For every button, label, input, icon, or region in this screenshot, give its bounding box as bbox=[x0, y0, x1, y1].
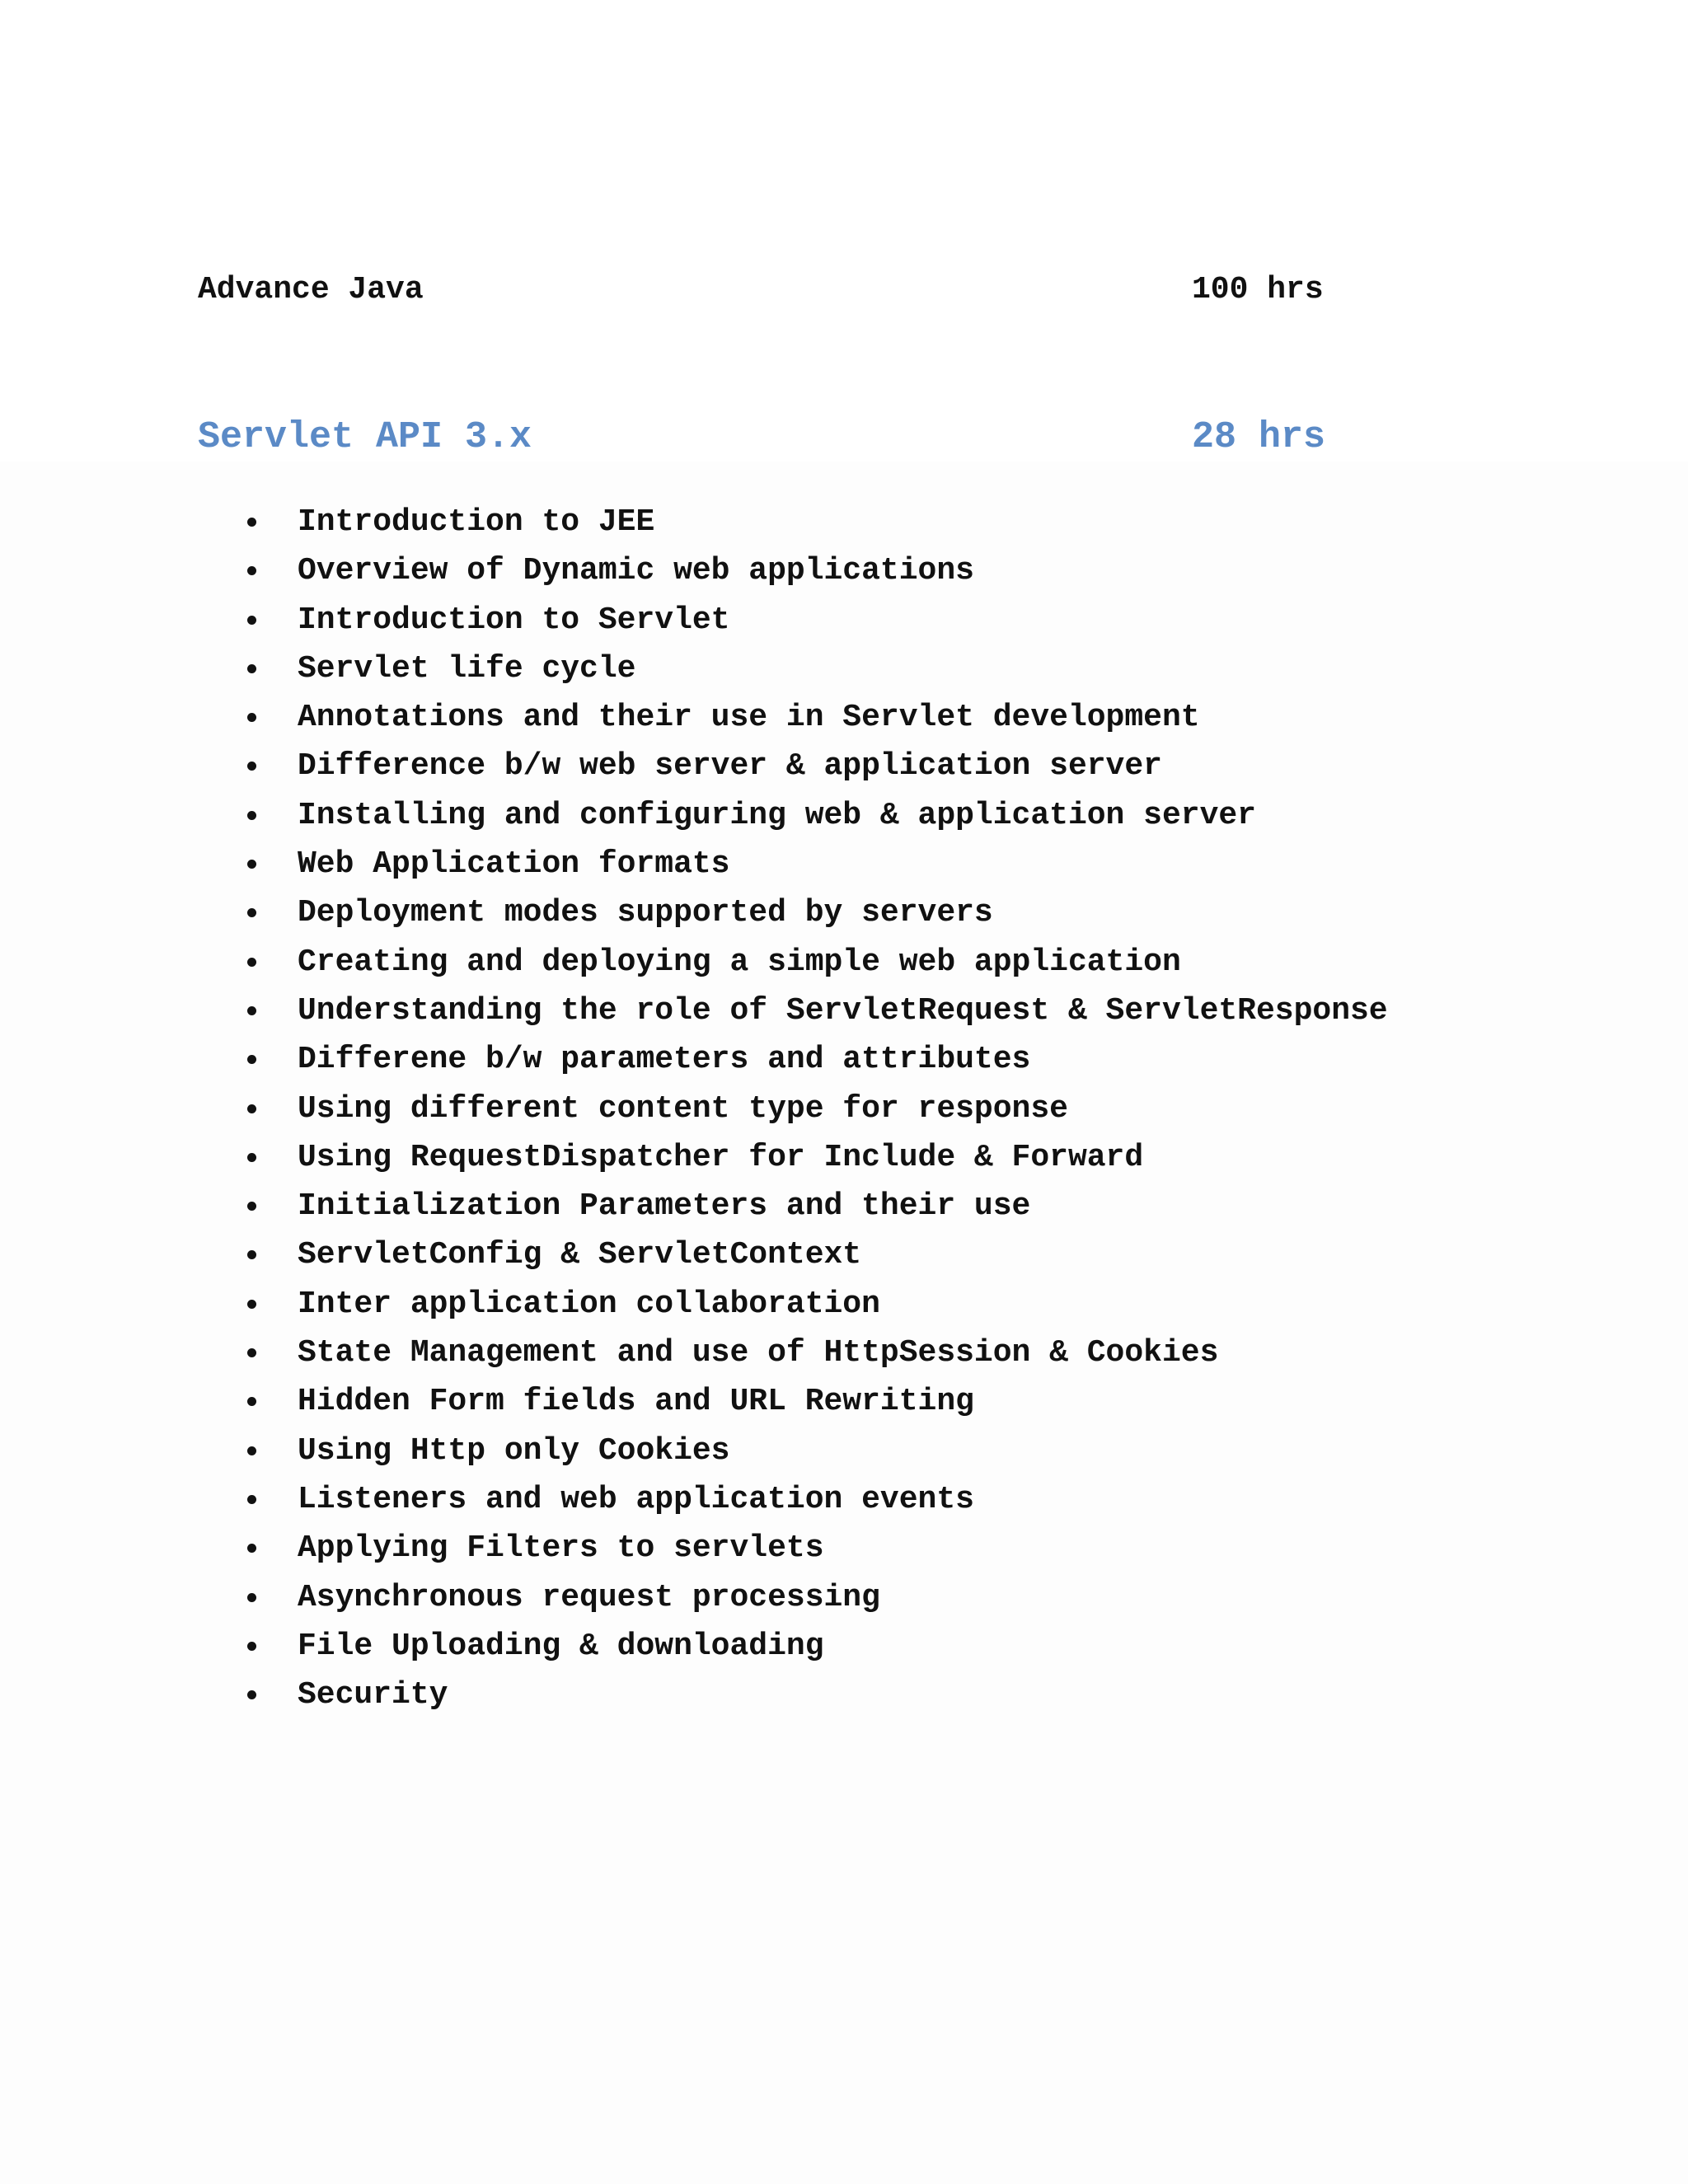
bullet-icon bbox=[247, 1348, 256, 1357]
list-item bbox=[247, 1329, 1388, 1377]
list-item-text: Overview of Dynamic web applications bbox=[298, 553, 974, 589]
bullet-icon bbox=[247, 616, 256, 625]
list-item bbox=[247, 693, 1388, 742]
list-item-text: State Management and use of HttpSession & Cookies bbox=[298, 1335, 1219, 1371]
list-item bbox=[247, 1524, 1388, 1572]
list-item-text: Applying Filters to servlets bbox=[298, 1530, 824, 1567]
list-item-text: Understanding the role of ServletRequest & ServletResponse bbox=[298, 992, 1388, 1029]
bullet-icon bbox=[247, 1202, 256, 1211]
list-item bbox=[247, 1085, 1388, 1133]
bullet-icon bbox=[247, 1300, 256, 1309]
section-hours: 28 hrs bbox=[1192, 416, 1326, 458]
bullet-icon bbox=[247, 860, 256, 869]
bullet-icon bbox=[247, 1055, 256, 1064]
bullet-icon bbox=[247, 1544, 256, 1553]
list-item bbox=[247, 1035, 1388, 1084]
list-item-text: Hidden Form fields and URL Rewriting bbox=[298, 1384, 974, 1420]
list-item bbox=[247, 1133, 1388, 1182]
bullet-icon bbox=[247, 1250, 256, 1259]
list-item-text: Using Http only Cookies bbox=[298, 1432, 730, 1469]
list-item-text: ServletConfig & ServletContext bbox=[298, 1237, 862, 1273]
section-header bbox=[0, 416, 1688, 466]
bullet-icon bbox=[247, 1495, 256, 1504]
course-hours: 100 hrs bbox=[1192, 272, 1324, 307]
list-item-text: Difference b/w web server & application server bbox=[298, 748, 1162, 785]
list-item-text: File Uploading & downloading bbox=[298, 1628, 824, 1664]
bullet-icon bbox=[247, 664, 256, 673]
list-item-text: Asynchronous request processing bbox=[298, 1579, 880, 1615]
bullet-icon bbox=[247, 1006, 256, 1015]
course-title: Advance Java bbox=[198, 272, 424, 307]
bullet-icon bbox=[247, 1446, 256, 1455]
list-item bbox=[247, 1182, 1388, 1230]
list-item bbox=[247, 888, 1388, 937]
list-item-text: Deployment modes supported by servers bbox=[298, 895, 993, 931]
bullet-icon bbox=[247, 1642, 256, 1651]
list-item-text: Servlet life cycle bbox=[298, 650, 636, 687]
list-item bbox=[247, 791, 1388, 840]
list-item-text: Web Application formats bbox=[298, 846, 730, 883]
bullet-icon bbox=[247, 566, 256, 575]
list-item bbox=[247, 1280, 1388, 1329]
bullet-icon bbox=[247, 958, 256, 967]
topic-list bbox=[247, 498, 1388, 1719]
list-item-text: Using different content type for response bbox=[298, 1090, 1068, 1127]
bullet-icon bbox=[247, 908, 256, 917]
list-item-text: Introduction to JEE bbox=[298, 504, 655, 540]
list-item-text: Installing and configuring web & application server bbox=[298, 797, 1256, 833]
list-item bbox=[247, 938, 1388, 987]
list-item-text: Initialization Parameters and their use bbox=[298, 1188, 1031, 1225]
list-item bbox=[247, 596, 1388, 644]
bullet-icon bbox=[247, 1690, 256, 1699]
list-item bbox=[247, 498, 1388, 546]
list-item bbox=[247, 742, 1388, 790]
list-item bbox=[247, 1573, 1388, 1622]
list-item bbox=[247, 644, 1388, 693]
course-header bbox=[0, 272, 1688, 315]
bullet-icon bbox=[247, 762, 256, 771]
list-item bbox=[247, 1475, 1388, 1524]
list-item bbox=[247, 1671, 1388, 1719]
bullet-icon bbox=[247, 713, 256, 722]
bullet-icon bbox=[247, 1593, 256, 1602]
bullet-icon bbox=[247, 1104, 256, 1113]
list-item bbox=[247, 1377, 1388, 1426]
list-item-text: Inter application collaboration bbox=[298, 1286, 880, 1322]
bullet-icon bbox=[247, 518, 256, 527]
list-item-text: Security bbox=[298, 1677, 448, 1713]
list-item-text: Using RequestDispatcher for Include & Forward bbox=[298, 1139, 1144, 1175]
bullet-icon bbox=[247, 1153, 256, 1162]
list-item bbox=[247, 1427, 1388, 1475]
bullet-icon bbox=[247, 811, 256, 820]
list-item-text: Listeners and web application events bbox=[298, 1481, 974, 1517]
list-item-text: Annotations and their use in Servlet development bbox=[298, 700, 1200, 736]
list-item bbox=[247, 1622, 1388, 1671]
list-item bbox=[247, 546, 1388, 595]
list-item-text: Differene b/w parameters and attributes bbox=[298, 1042, 1031, 1078]
list-item-text: Creating and deploying a simple web application bbox=[298, 944, 1181, 980]
list-item bbox=[247, 1230, 1388, 1279]
list-item bbox=[247, 987, 1388, 1035]
bullet-icon bbox=[247, 1397, 256, 1406]
list-item bbox=[247, 840, 1388, 888]
list-item-text: Introduction to Servlet bbox=[298, 602, 730, 638]
section-title: Servlet API 3.x bbox=[198, 416, 532, 458]
